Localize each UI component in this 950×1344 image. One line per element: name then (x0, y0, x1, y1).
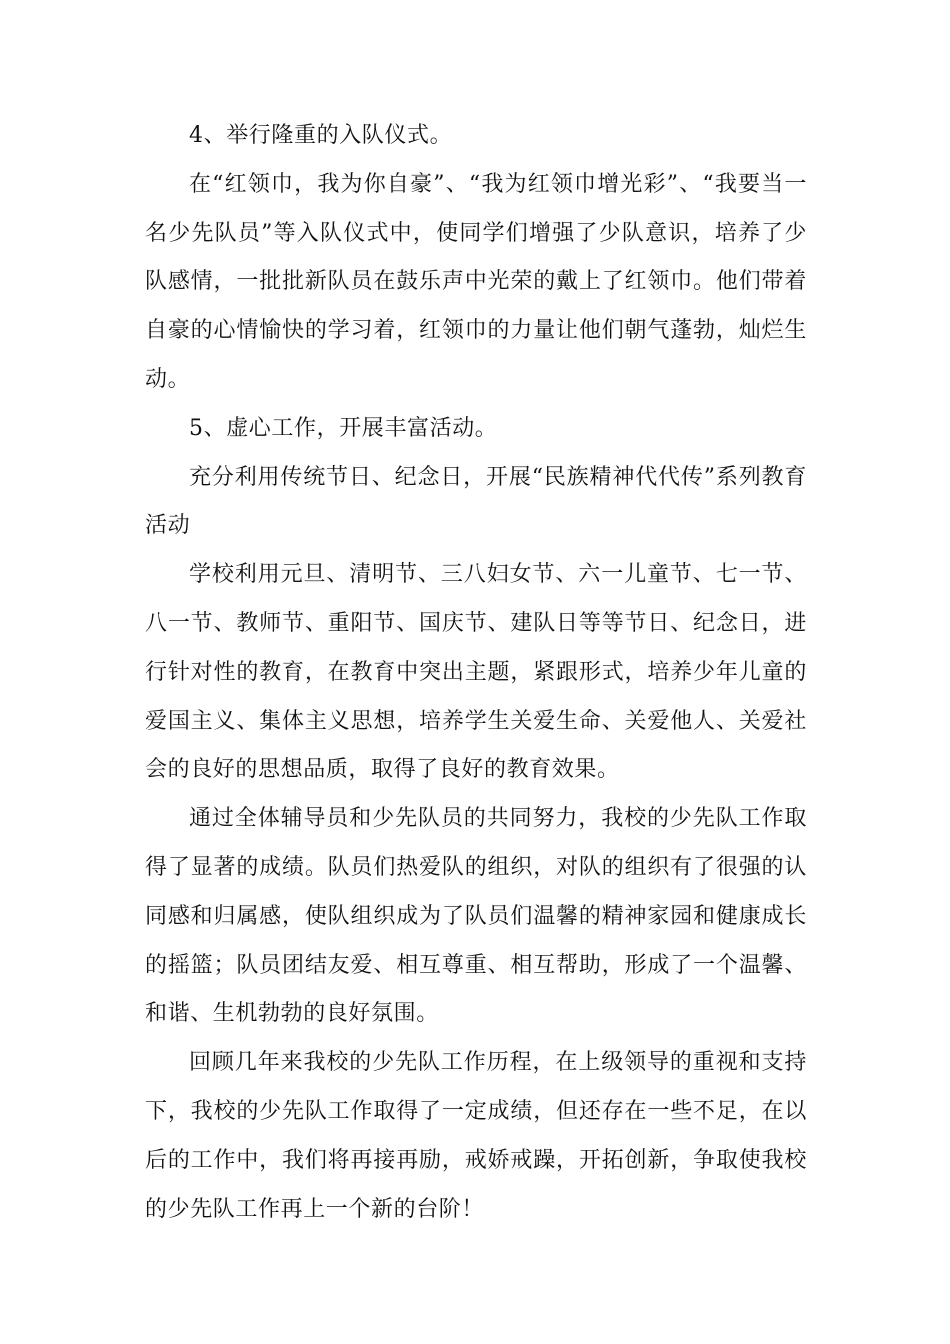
paragraph-achievements: 通过全体辅导员和少先队员的共同努力，我校的少先队工作取得了显著的成绩。队员们热爱队的组织，对队的组织有了很强的认同感和归属感，使队组织成为了队员们温馨的精神家园和健康成长的摇篮；队员团结友爱、相互尊重、相互帮助，形成了一个温馨、和谐、生机勃勃的良好氛围。 (145, 806, 807, 1027)
paragraph-heading-5: 5、虚心工作，开展丰富活动。 (189, 415, 498, 441)
document-body (145, 112, 807, 1234)
paragraph-festival-activities: 充分利用传统节日、纪念日，开展“民族精神代代传”系列教育活动 (145, 464, 807, 539)
paragraph-heading-4: 4、举行隆重的入队仪式。 (189, 123, 453, 148)
paragraph-review: 回顾几年来我校的少先队工作历程，在上级领导的重视和支持下，我校的少先队工作取得了一定成绩，但还存在一些不足，在以后的工作中，我们将再接再励，戒娇戒躁，开拓创新，争取使我校的少先队工作再上一个新的台阶！ (145, 1050, 807, 1222)
paragraph-induction-ceremony: 在“红领巾，我为你自豪”、“我为红领巾增光彩”、“我要当一名少先队员”等入队仪式中，使同学们增强了少队意识，培养了少队感情，一批批新队员在鼓乐声中光荣的戴上了红领巾。他们带着自豪的心情愉快的学习着，红领巾的力量让他们朝气蓬勃，灿烂生动。 (145, 171, 807, 392)
paragraph-holiday-education: 学校利用元旦、清明节、三八妇女节、六一儿童节、七一节、八一节、教师节、重阳节、国庆节、建队日等等节日、纪念日，进行针对性的教育，在教育中突出主题，紧跟形式，培养少年儿童的爱国主义、集体主义思想，培养学生关爱生命、关爱他人、关爱社会的良好的思想品质，取得了良好的教育效果。 (145, 562, 807, 783)
